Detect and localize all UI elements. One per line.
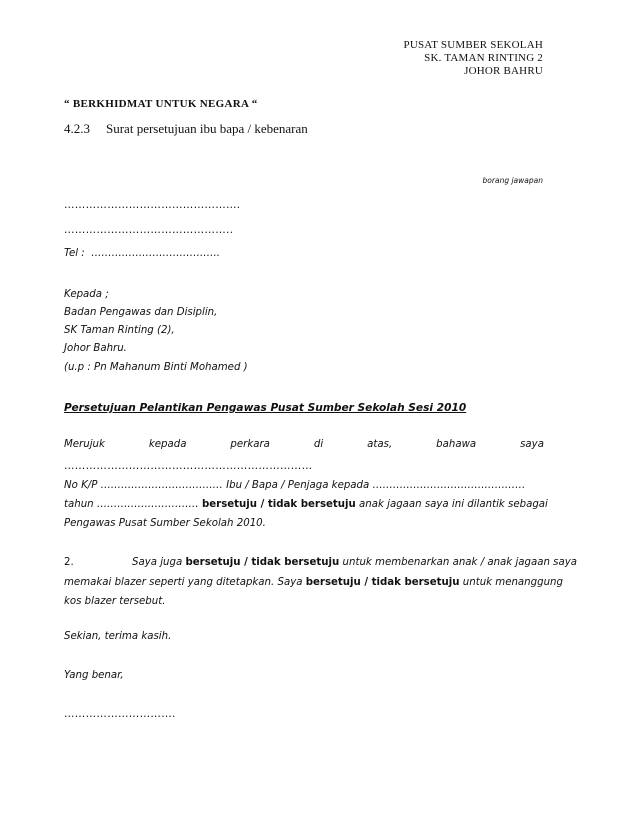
para1-word: Merujuk (64, 439, 105, 450)
school-city: JOHOR BAHRU (464, 65, 543, 77)
closing-thanks: Sekian, terima kasih. (64, 631, 172, 642)
para1-name-dots: …………………………………………………………… (64, 460, 313, 472)
section-number: 4.2.3 (64, 121, 90, 136)
recipient-line-3: Johor Bahru. (64, 343, 127, 354)
guardian-of-field: Ibu / Bapa / Penjaga kepada ……………………………………… (226, 480, 526, 491)
agree-disagree-option: bersetuju / tidak bersetuju (185, 557, 340, 568)
para1-word: bahawa (436, 439, 477, 450)
para2-l1-a: Saya juga (132, 557, 183, 568)
tel-dots: ……………………………….. (91, 248, 220, 259)
para2-l2-a: memakai blazer seperti yang ditetapkan. Saya (64, 577, 303, 588)
recipient-line-2: SK Taman Rinting (2), (64, 325, 175, 336)
tel-label: Tel : (64, 248, 85, 259)
para2-l2-c: untuk menanggung (462, 577, 563, 588)
para2-line-2 (64, 577, 563, 588)
para1-word: perkara (230, 439, 270, 450)
letter-subject: Persetujuan Pelantikan Pengawas Pusat Sumber Sekolah Sesi 2010 (64, 402, 467, 414)
signature-line: …………………………. (64, 708, 176, 720)
school-name: SK. TAMAN RINTING 2 (424, 52, 543, 64)
closing-yours: Yang benar, (64, 670, 124, 681)
para2-line-3: kos blazer tersebut. (64, 596, 166, 607)
para2-line-1 (64, 557, 577, 568)
recipient-line-1: Badan Pengawas dan Disiplin, (64, 307, 218, 318)
para1-line-1 (64, 439, 544, 450)
para1-word: saya (520, 439, 544, 450)
motto: “ BERKHIDMAT UNTUK NEGARA “ (64, 98, 258, 110)
section-heading (64, 121, 308, 137)
para1-line-4-text: anak jagaan saya ini dilantik sebagai (359, 499, 548, 510)
agree-disagree-option: bersetuju / tidak bersetuju (201, 499, 356, 510)
para2-number: 2. (64, 557, 74, 568)
year-field: tahun ………………………… (64, 499, 199, 510)
sender-address-line: ……………………………………….. (64, 224, 234, 236)
recipient-line-4: (u.p : Pn Mahanum Binti Mohamed ) (64, 362, 248, 373)
para1-line-4 (64, 499, 548, 510)
para2-l1-c: untuk membenarkan anak / anak jagaan saya (342, 557, 577, 568)
para1-line-3 (64, 480, 525, 491)
para1-word: kepada (148, 439, 187, 450)
school-center-name: PUSAT SUMBER SEKOLAH (403, 39, 543, 51)
recipient-kepada: Kepada ; (64, 289, 109, 300)
ic-number-field: No K/P ……………………………… (64, 480, 223, 491)
para1-line-5: Pengawas Pusat Sumber Sekolah 2010. (64, 518, 266, 529)
reply-form-label: borang jawapan (482, 176, 543, 185)
sender-name-line: …………………………………………. (64, 199, 241, 211)
para1-word: atas, (367, 439, 393, 450)
sender-tel-line (64, 248, 220, 259)
section-title: Surat persetujuan ibu bapa / kebenaran (106, 121, 308, 136)
agree-disagree-option: bersetuju / tidak bersetuju (305, 577, 460, 588)
para1-word: di (313, 439, 324, 450)
